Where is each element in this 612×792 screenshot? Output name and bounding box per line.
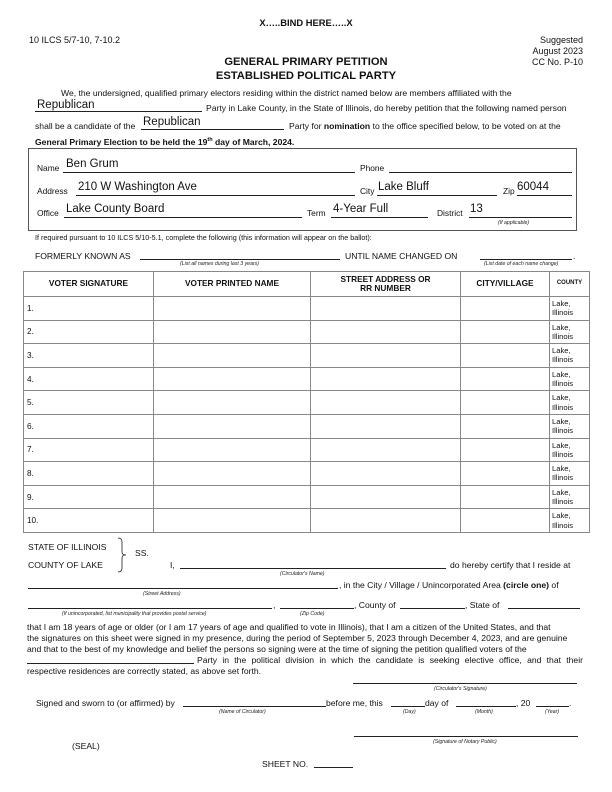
year-note: (Year) (545, 709, 560, 715)
state-of-illinois: STATE OF ILLINOIS (28, 542, 107, 552)
voter-signature-cell[interactable]: 7. (24, 438, 154, 462)
month-note: (Month) (475, 709, 493, 715)
voter-signature-cell[interactable]: 2. (24, 320, 154, 344)
voter-printed-name-cell[interactable] (154, 344, 311, 368)
phone-label: Phone (360, 163, 385, 173)
voter-signature-cell[interactable]: 1. (24, 297, 154, 321)
street-address-cell[interactable] (311, 438, 461, 462)
until-name-changed-label: UNTIL NAME CHANGED ON (345, 251, 458, 261)
street-address-cell[interactable] (311, 344, 461, 368)
i-label: I, (170, 560, 175, 570)
name-changed-date-field[interactable] (480, 246, 572, 259)
intro-line-2: Party in Lake County, in the State of Illinois, do hereby petition that the following named person (206, 103, 567, 113)
brace-icon (117, 537, 127, 573)
zip-code-note: (Zip Code) (300, 611, 325, 617)
voter-printed-name-cell[interactable] (154, 438, 311, 462)
before-me-label: before me, this (326, 698, 383, 708)
city-village-cell[interactable] (461, 391, 550, 415)
street-address-cell[interactable] (311, 320, 461, 344)
street-address-field[interactable] (28, 575, 338, 588)
zip-code-field[interactable] (280, 596, 354, 608)
header-street-address: STREET ADDRESS OR RR NUMBER (311, 272, 461, 297)
zip-label: Zip (503, 186, 515, 196)
county-state: Illinois (552, 449, 574, 459)
county-of-lake: COUNTY OF LAKE (28, 560, 103, 570)
comma: , (273, 600, 276, 610)
table-row (24, 509, 590, 533)
intro-line-3-start: shall be a candidate of the (35, 121, 136, 131)
table-row (24, 391, 590, 415)
election-date-line: General Primary Election to be held the 19th day of March, 2024. (35, 137, 295, 147)
month-field[interactable] (456, 694, 516, 706)
formerly-known-field[interactable] (140, 246, 340, 259)
voter-printed-name-cell[interactable] (154, 297, 311, 321)
table-row (24, 414, 590, 438)
county-cell (550, 344, 590, 368)
seal-label: (SEAL) (72, 741, 100, 751)
city-village-cell[interactable] (461, 344, 550, 368)
header-voter-printed-name: VOTER PRINTED NAME (154, 272, 311, 297)
county-cell (550, 485, 590, 509)
office-field[interactable]: Lake County Board (66, 203, 165, 215)
circulator-name-sworn-field[interactable] (183, 694, 326, 706)
city-village-text: , in the City / Village / Unincorporated Area (circle one) of (339, 580, 559, 590)
district-label: District (437, 208, 463, 218)
notary-signature-note: (Signature of Notary Public) (433, 739, 497, 745)
county-cell (550, 414, 590, 438)
day-field[interactable] (391, 694, 425, 706)
term-label: Term (307, 208, 326, 218)
suggested-label: Suggested (539, 35, 583, 45)
county-state: Illinois (552, 426, 574, 436)
street-address-cell[interactable] (311, 391, 461, 415)
sheet-number-field[interactable] (314, 755, 353, 767)
county-cell (550, 320, 590, 344)
county-state: Illinois (552, 331, 574, 341)
county-field[interactable] (400, 596, 465, 608)
county-name: Lake, (552, 417, 571, 427)
table-row (24, 462, 590, 486)
city-village-cell[interactable] (461, 414, 550, 438)
header-voter-signature: VOTER SIGNATURE (24, 272, 154, 297)
state-of-label: , State of (465, 600, 500, 610)
address-label: Address (37, 186, 68, 196)
county-cell (550, 438, 590, 462)
circulator-name-field[interactable] (180, 555, 446, 568)
circulator-signature-note: (Circulator's Signature) (434, 686, 487, 692)
voter-printed-name-cell[interactable] (154, 509, 311, 533)
unincorporated-note: (If unincorporated, list municipality that provides postal service) (62, 611, 207, 617)
circulator-name-note: (Circulator's Name) (280, 571, 325, 577)
street-address-cell[interactable] (311, 485, 461, 509)
header-city-village: CITY/VILLAGE (461, 272, 550, 297)
voter-printed-name-cell[interactable] (154, 320, 311, 344)
office-label: Office (37, 208, 59, 218)
county-name: Lake, (552, 322, 571, 332)
county-cell (550, 462, 590, 486)
circulator-signature-field[interactable] (353, 670, 577, 683)
county-name: Lake, (552, 393, 571, 403)
county-name: Lake, (552, 464, 571, 474)
voter-printed-name-cell[interactable] (154, 414, 311, 438)
district-note: (If applicable) (498, 220, 530, 226)
name-label: Name (37, 163, 60, 173)
page-title: GENERAL PRIMARY PETITION (224, 56, 388, 68)
city-village-cell[interactable] (461, 438, 550, 462)
street-address-cell[interactable] (311, 367, 461, 391)
street-address-cell[interactable] (311, 297, 461, 321)
table-row (24, 485, 590, 509)
table-row (24, 344, 590, 368)
year-prefix: , 20 (516, 698, 531, 708)
voter-signature-cell[interactable]: 8. (24, 462, 154, 486)
county-name: Lake, (552, 440, 571, 450)
voter-signature-table (23, 271, 590, 533)
city-village-cell[interactable] (461, 509, 550, 533)
until-name-changed-note: (List date of each name change) (484, 261, 559, 267)
voter-signature-cell[interactable]: 9. (24, 485, 154, 509)
voter-signature-cell[interactable]: 6. (24, 414, 154, 438)
certification-line-3: and that to the best of my knowledge and belief the persons so signing were at the time of signing the petition qualified voters of the (27, 644, 527, 654)
term-field[interactable]: 4-Year Full (333, 203, 389, 215)
voter-signature-cell[interactable]: 3. (24, 344, 154, 368)
street-address-cell[interactable] (311, 509, 461, 533)
street-address-cell[interactable] (311, 462, 461, 486)
county-state: Illinois (552, 402, 574, 412)
party-field-3[interactable] (27, 652, 194, 663)
county-state: Illinois (552, 473, 574, 483)
year-field[interactable] (536, 694, 572, 708)
name-of-circulator-note: (Name of Circulator) (219, 709, 266, 715)
municipality-field[interactable] (28, 596, 272, 608)
formerly-note: If required pursuant to 10 ILCS 5/10-5.1, complete the following (this information will appear on the ballot): (35, 233, 372, 242)
city-village-cell[interactable] (461, 297, 550, 321)
county-name: Lake, (552, 487, 571, 497)
party-field-1[interactable]: Republican (37, 99, 95, 111)
voter-signature-cell[interactable]: 4. (24, 367, 154, 391)
county-name: Lake, (552, 299, 571, 309)
city-village-cell[interactable] (461, 367, 550, 391)
street-address-cell[interactable] (311, 414, 461, 438)
statute-reference: 10 ILCS 5/7-10, 7-10.2 (29, 35, 121, 45)
page-subtitle: ESTABLISHED POLITICAL PARTY (215, 70, 397, 82)
voter-signature-cell[interactable]: 5. (24, 391, 154, 415)
county-cell (550, 297, 590, 321)
party-field-2[interactable]: Republican (143, 116, 201, 128)
certification-line-5: respective residences are correctly stated, as above set forth. (27, 666, 262, 676)
header-county: COUNTY (550, 272, 590, 297)
intro-line-1: We, the undersigned, qualified primary electors residing within the district named below are members affiliated with the (61, 88, 512, 98)
county-name: Lake, (552, 369, 571, 379)
county-state: Illinois (552, 379, 574, 389)
voter-printed-name-cell[interactable] (154, 367, 311, 391)
county-state: Illinois (552, 497, 574, 507)
candidate-name-field[interactable]: Ben Grum (66, 158, 119, 170)
voter-printed-name-cell[interactable] (154, 462, 311, 486)
county-state: Illinois (552, 308, 574, 318)
certification-line-4: Party in the political division in which the candidate is seeking elective office, and that their (197, 655, 583, 665)
county-cell (550, 367, 590, 391)
voter-signature-cell[interactable]: 10. (24, 509, 154, 533)
state-field[interactable] (508, 596, 580, 608)
certification-line-1: that I am 18 years of age or older (or I am 17 years of age and qualified to vote in Illinois), that I am a citizen of the United States, and that (27, 622, 551, 632)
form-number: CC No. P-10 (531, 57, 583, 68)
county-name: Lake, (552, 346, 571, 356)
city-label: City (360, 186, 375, 196)
address-field[interactable]: 210 W Washington Ave (78, 181, 197, 193)
city-village-cell[interactable] (461, 320, 550, 344)
city-field[interactable]: Lake Bluff (378, 181, 429, 193)
city-village-cell[interactable] (461, 485, 550, 509)
county-name: Lake, (552, 511, 571, 521)
table-row (24, 367, 590, 391)
period-mark: . (573, 251, 576, 261)
voter-printed-name-cell[interactable] (154, 485, 311, 509)
certification-line-2: the signatures on this sheet were signed in my presence, during the period of September 5, 2023 through December 4, 2023, and are genuine (27, 633, 568, 643)
zip-field[interactable]: 60044 (517, 181, 549, 193)
county-cell (550, 391, 590, 415)
certify-text: do hereby certify that I reside at (450, 560, 571, 570)
formerly-known-label: FORMERLY KNOWN AS (35, 251, 131, 261)
county-state: Illinois (552, 355, 574, 365)
period-mark: . (569, 698, 572, 708)
city-village-cell[interactable] (461, 462, 550, 486)
intro-line-3-end: Party for nomination to the office specified below, to be voted on at the (289, 121, 561, 131)
day-note: (Day) (403, 709, 416, 715)
sheet-number-label: SHEET NO. (262, 759, 309, 769)
table-row (24, 297, 590, 321)
table-header-row (24, 272, 590, 297)
county-state: Illinois (552, 520, 574, 530)
formerly-known-note: (List all names during last 3 years) (180, 261, 259, 267)
bind-here-marker: X…..BIND HERE…..X (259, 17, 353, 28)
day-of-label: day of (425, 698, 449, 708)
signed-sworn-label: Signed and sworn to (or affirmed) by (36, 698, 175, 708)
street-address-note: (Street Address) (143, 591, 181, 597)
notary-signature-field[interactable] (354, 723, 578, 736)
voter-printed-name-cell[interactable] (154, 391, 311, 415)
district-field[interactable]: 13 (470, 203, 483, 215)
county-cell (550, 509, 590, 533)
table-row (24, 320, 590, 344)
form-date: August 2023 (532, 46, 583, 57)
county-of-label: , County of (354, 600, 396, 610)
ss-label: SS. (135, 548, 149, 558)
table-row (24, 438, 590, 462)
